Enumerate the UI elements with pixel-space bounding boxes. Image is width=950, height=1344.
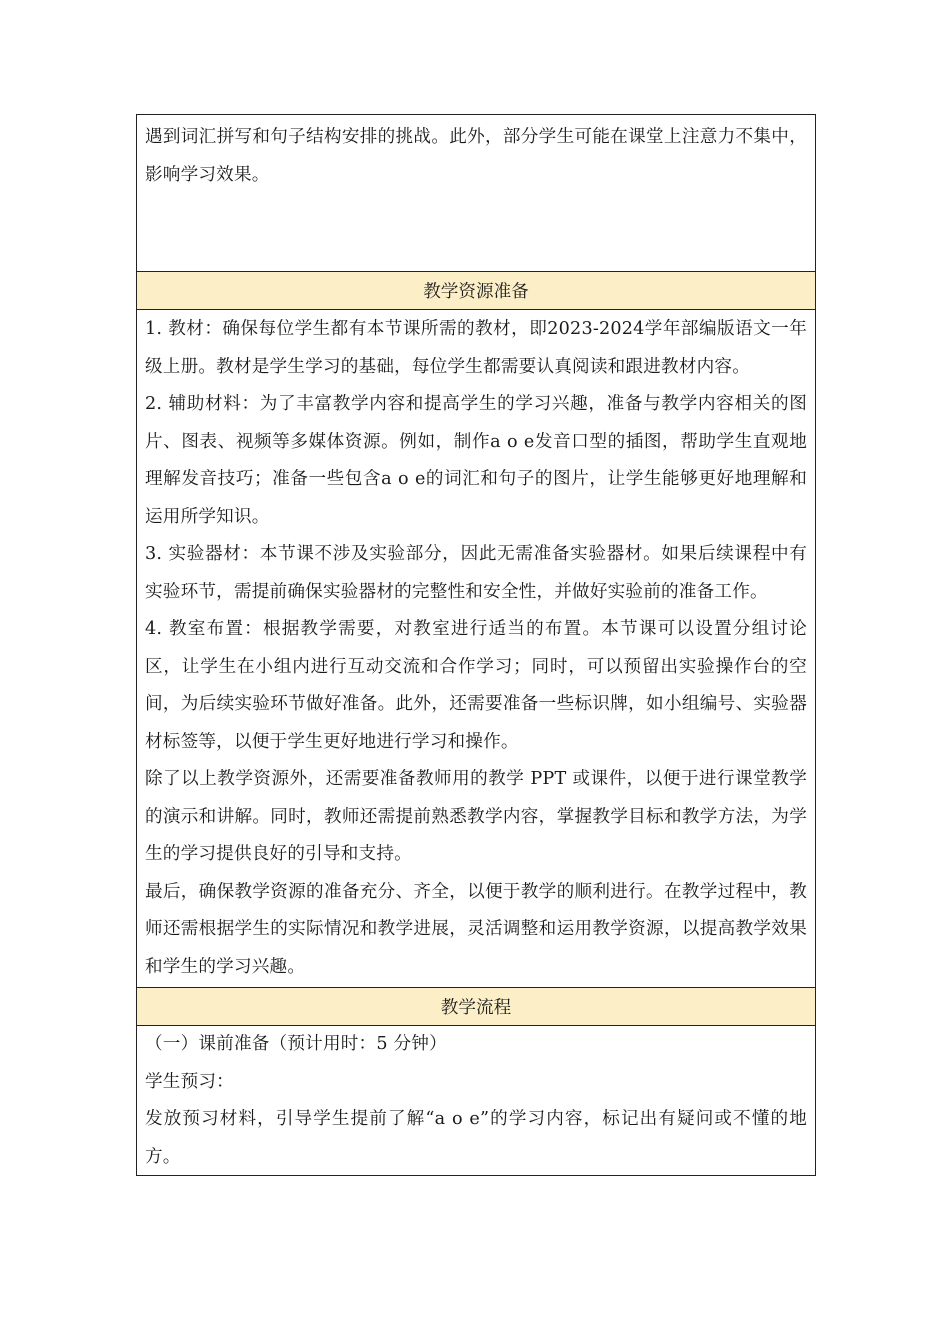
intro-paragraph: 遇到词汇拼写和句子结构安排的挑战。此外，部分学生可能在课堂上注意力不集中，影响学习效果。 [145,127,807,185]
flow-header [137,987,815,1025]
resources-paragraph-classroom: 4. 教室布置：根据教学需要，对教室进行适当的布置。本节课可以设置分组讨论区，让学生在小组内进行互动交流和合作学习；同时，可以预留出实验操作台的空间，为后续实验环节做好准备。此外，还需要准备一些标识牌，如小组编号、实验器材标签等，以便于学生更好地进行学习和操作。 [145,619,807,752]
resources-paragraph-equipment: 3. 实验器材：本节课不涉及实验部分，因此无需准备实验器材。如果后续课程中有实验环节，需提前确保实验器材的完整性和安全性，并做好实验前的准备工作。 [145,544,807,602]
flow-step-heading: （一）课前准备（预计用时：5 分钟） [145,1034,447,1054]
flow-subheading: 学生预习： [145,1071,234,1092]
flow-title: 教学流程 [440,998,512,1018]
intro-cell [137,115,815,271]
resources-paragraph-summary: 最后，确保教学资源的准备充分、齐全，以便于教学的顺利进行。在教学过程中，教师还需根据学生的实际情况和教学进展，灵活调整和运用教学资源，以提高教学效果和学生的学习兴趣。 [145,881,807,977]
resources-paragraph-ppt: 除了以上教学资源外，还需要准备教师用的教学 PPT 或课件，以便于进行课堂教学的演示和讲解。同时，教师还需提前熟悉教学内容，掌握教学目标和教学方法，为学生的学习提供良好的引导和支持。 [145,769,807,864]
flow-cell [137,1025,815,1175]
lesson-plan-table [136,114,816,1176]
flow-paragraph: 发放预习材料，引导学生提前了解“a o e”的学习内容，标记出有疑问或不懂的地方。 [145,1109,807,1167]
resources-paragraph-materials: 2. 辅助材料：为了丰富教学内容和提高学生的学习兴趣，准备与教学内容相关的图片、图表、视频等多媒体资源。例如，制作a o e发音口型的插图，帮助学生直观地理解发音技巧；准备一些包含a o e的词汇和句子的图片，让学生能够更好地理解和运用所学知识。 [145,394,807,527]
resources-cell [137,309,815,987]
resources-title: 教学资源准备 [423,282,529,302]
resources-paragraph-textbook: 1. 教材：确保每位学生都有本节课所需的教材，即2023-2024学年部编版语文一年级上册。教材是学生学习的基础，每位学生都需要认真阅读和跟进教材内容。 [145,319,807,377]
resources-header [137,271,815,309]
